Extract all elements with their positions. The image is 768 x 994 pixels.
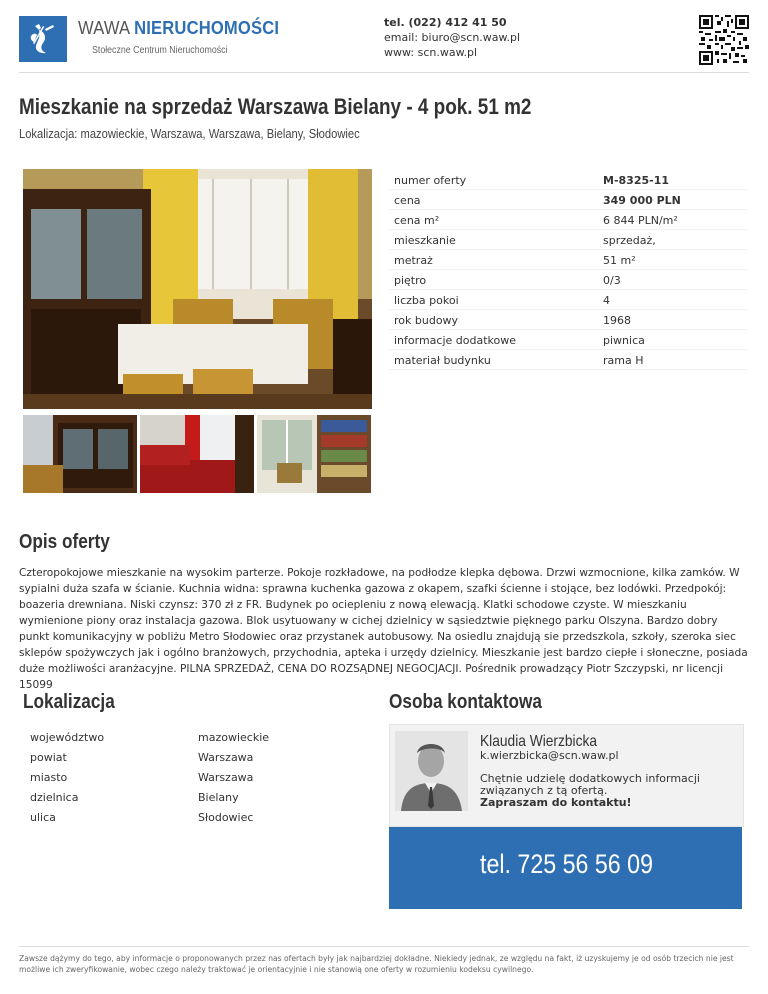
location-row	[23, 727, 378, 747]
header-contact	[384, 15, 520, 60]
location-label: powiat	[30, 751, 67, 764]
page-title: Mieszkanie na sprzedaż Warszawa Bielany - 4 pok. 51 m2	[19, 94, 532, 119]
details-label: materiał budynku	[394, 354, 491, 367]
details-value: sprzedaż,	[603, 234, 656, 247]
phone-banner[interactable]	[389, 827, 742, 909]
location-label: województwo	[30, 731, 105, 744]
agent-email[interactable]: k.wierzbicka@scn.waw.pl	[480, 749, 619, 762]
details-row	[388, 210, 748, 230]
brand-name: WAWA NIERUCHOMOŚCI	[78, 18, 280, 38]
details-label: rok budowy	[394, 314, 459, 327]
footer-divider	[19, 946, 749, 947]
brand-subtitle: Stołeczne Centrum Nieruchomości	[92, 45, 228, 56]
location-row	[23, 807, 378, 827]
location-label: ulica	[30, 811, 56, 824]
footer-disclaimer: Zawsze dążymy do tego, aby informacje o proponowanych przez nas ofertach były jak najbardziej dokładne. Niekiedy jednak, ze względu na fakt, iż uzyskujemy je od osób trzecich nie jest możliwe ich zweryfikowanie, wobec czego należy traktować je orientacyjnie i nie stanowią one oferty w rozumieniu kodeksu cywilnego.	[19, 954, 734, 974]
details-value: 6 844 PLN/m²	[603, 214, 678, 227]
description-text: Czteropokojowe mieszkanie na wysokim parterze. Pokoje rozkładowe, na podłodze klepka dębowa. Drzwi wzmocnione, kilka zamków. W sypialni duża szafa w ścianie. Kuchnia widna: sprawna kuchenka gazowa z okapem, szafki ścienne i stojące, bez lodówki. Przedpokój: boazeria drewniana. Niski czynsz: 370 zł z FR. Budynek po ociepleniu z nową elewacją. Klatki schodowe czyste. W mieszkaniu wymienione piony oraz instalacja gazowa. Blok usytuowany w cichej dzielnicy w sąsiedztwie pięknego parku Olszyna. Bardzo dobry punkt komunikacyjny w pobliżu Metro Słodowiec oraz przystanek autobusowy. Na osiedlu znajdują sie przedszkola, szkoły, szeroka siec sklepów spożywczych jak i ogólno branżowych, przychodnia, apteka i urzędy dzielnicy. Mieszkanie jest bardzo ciepłe i słoneczne, posiada duże możliwości aranżacyjne. PILNA SPRZEDAŻ, CENA DO ROZSĄDNEJ NEGOCJACJI. Pośrednik prowadzący Piotr Szczypski, nr licencji 15099	[19, 567, 748, 691]
details-value: 349 000 PLN	[603, 194, 681, 207]
location-table	[23, 727, 378, 827]
details-label: cena m²	[394, 214, 440, 227]
details-table	[388, 170, 748, 370]
details-row	[388, 350, 748, 370]
details-value: 0/3	[603, 274, 621, 287]
location-value: Warszawa	[198, 771, 254, 784]
main-photo[interactable]	[23, 169, 372, 409]
details-label: informacje dodatkowe	[394, 334, 517, 347]
location-row	[23, 787, 378, 807]
location-label: dzielnica	[30, 791, 79, 804]
details-label: piętro	[394, 274, 427, 287]
details-label: cena	[394, 194, 421, 207]
agent-avatar-icon	[395, 731, 468, 811]
thumbnail-photo[interactable]	[257, 415, 371, 493]
thumbnail-photo[interactable]	[140, 415, 254, 493]
details-value: 1968	[603, 314, 631, 327]
details-row	[388, 190, 748, 210]
description-heading: Opis oferty	[19, 531, 110, 553]
details-row	[388, 310, 748, 330]
details-row	[388, 270, 748, 290]
agent-phone[interactable]: tel. 725 56 56 09	[480, 849, 654, 879]
details-label: liczba pokoi	[394, 294, 459, 307]
location-value: Bielany	[198, 791, 239, 804]
details-row	[388, 250, 748, 270]
details-value: rama H	[603, 354, 644, 367]
location-row	[23, 747, 378, 767]
location-value: mazowieckie	[198, 731, 270, 744]
location-value: Słodowiec	[198, 811, 254, 824]
details-label: metraż	[394, 254, 433, 267]
contact-heading: Osoba kontaktowa	[389, 691, 542, 713]
agent-note-text: Chętnie udzielę dodatkowych informacji związanych z tą ofertą.	[480, 772, 700, 797]
agent-note	[480, 773, 730, 809]
details-value: piwnica	[603, 334, 645, 347]
qr-code-icon	[699, 15, 749, 65]
thumbnail-photo[interactable]	[23, 415, 137, 493]
details-label: mieszkanie	[394, 234, 456, 247]
details-value: 4	[603, 294, 610, 307]
details-value: M-8325-11	[603, 174, 669, 187]
header-phone[interactable]: tel. (022) 412 41 50	[384, 16, 507, 29]
agent-name: Klaudia Wierzbicka	[480, 733, 598, 750]
contact-card	[389, 724, 744, 827]
header-email[interactable]: email: biuro@scn.waw.pl	[384, 31, 521, 44]
details-row	[388, 290, 748, 310]
location-value: Warszawa	[198, 751, 254, 764]
mermaid-logo-icon[interactable]	[19, 16, 67, 62]
location-label: miasto	[30, 771, 68, 784]
details-row	[388, 170, 748, 190]
listing-location: Lokalizacja: mazowieckie, Warszawa, Warszawa, Bielany, Słodowiec	[19, 126, 360, 141]
details-label: numer oferty	[394, 174, 467, 187]
details-value: 51 m²	[603, 254, 636, 267]
details-row	[388, 230, 748, 250]
details-row	[388, 330, 748, 350]
header-website[interactable]: www: scn.waw.pl	[384, 46, 478, 59]
header-divider	[19, 72, 749, 73]
agent-note-cta: Zapraszam do kontaktu!	[480, 796, 632, 809]
location-row	[23, 767, 378, 787]
page-header	[0, 0, 768, 72]
location-heading: Lokalizacja	[23, 691, 115, 713]
